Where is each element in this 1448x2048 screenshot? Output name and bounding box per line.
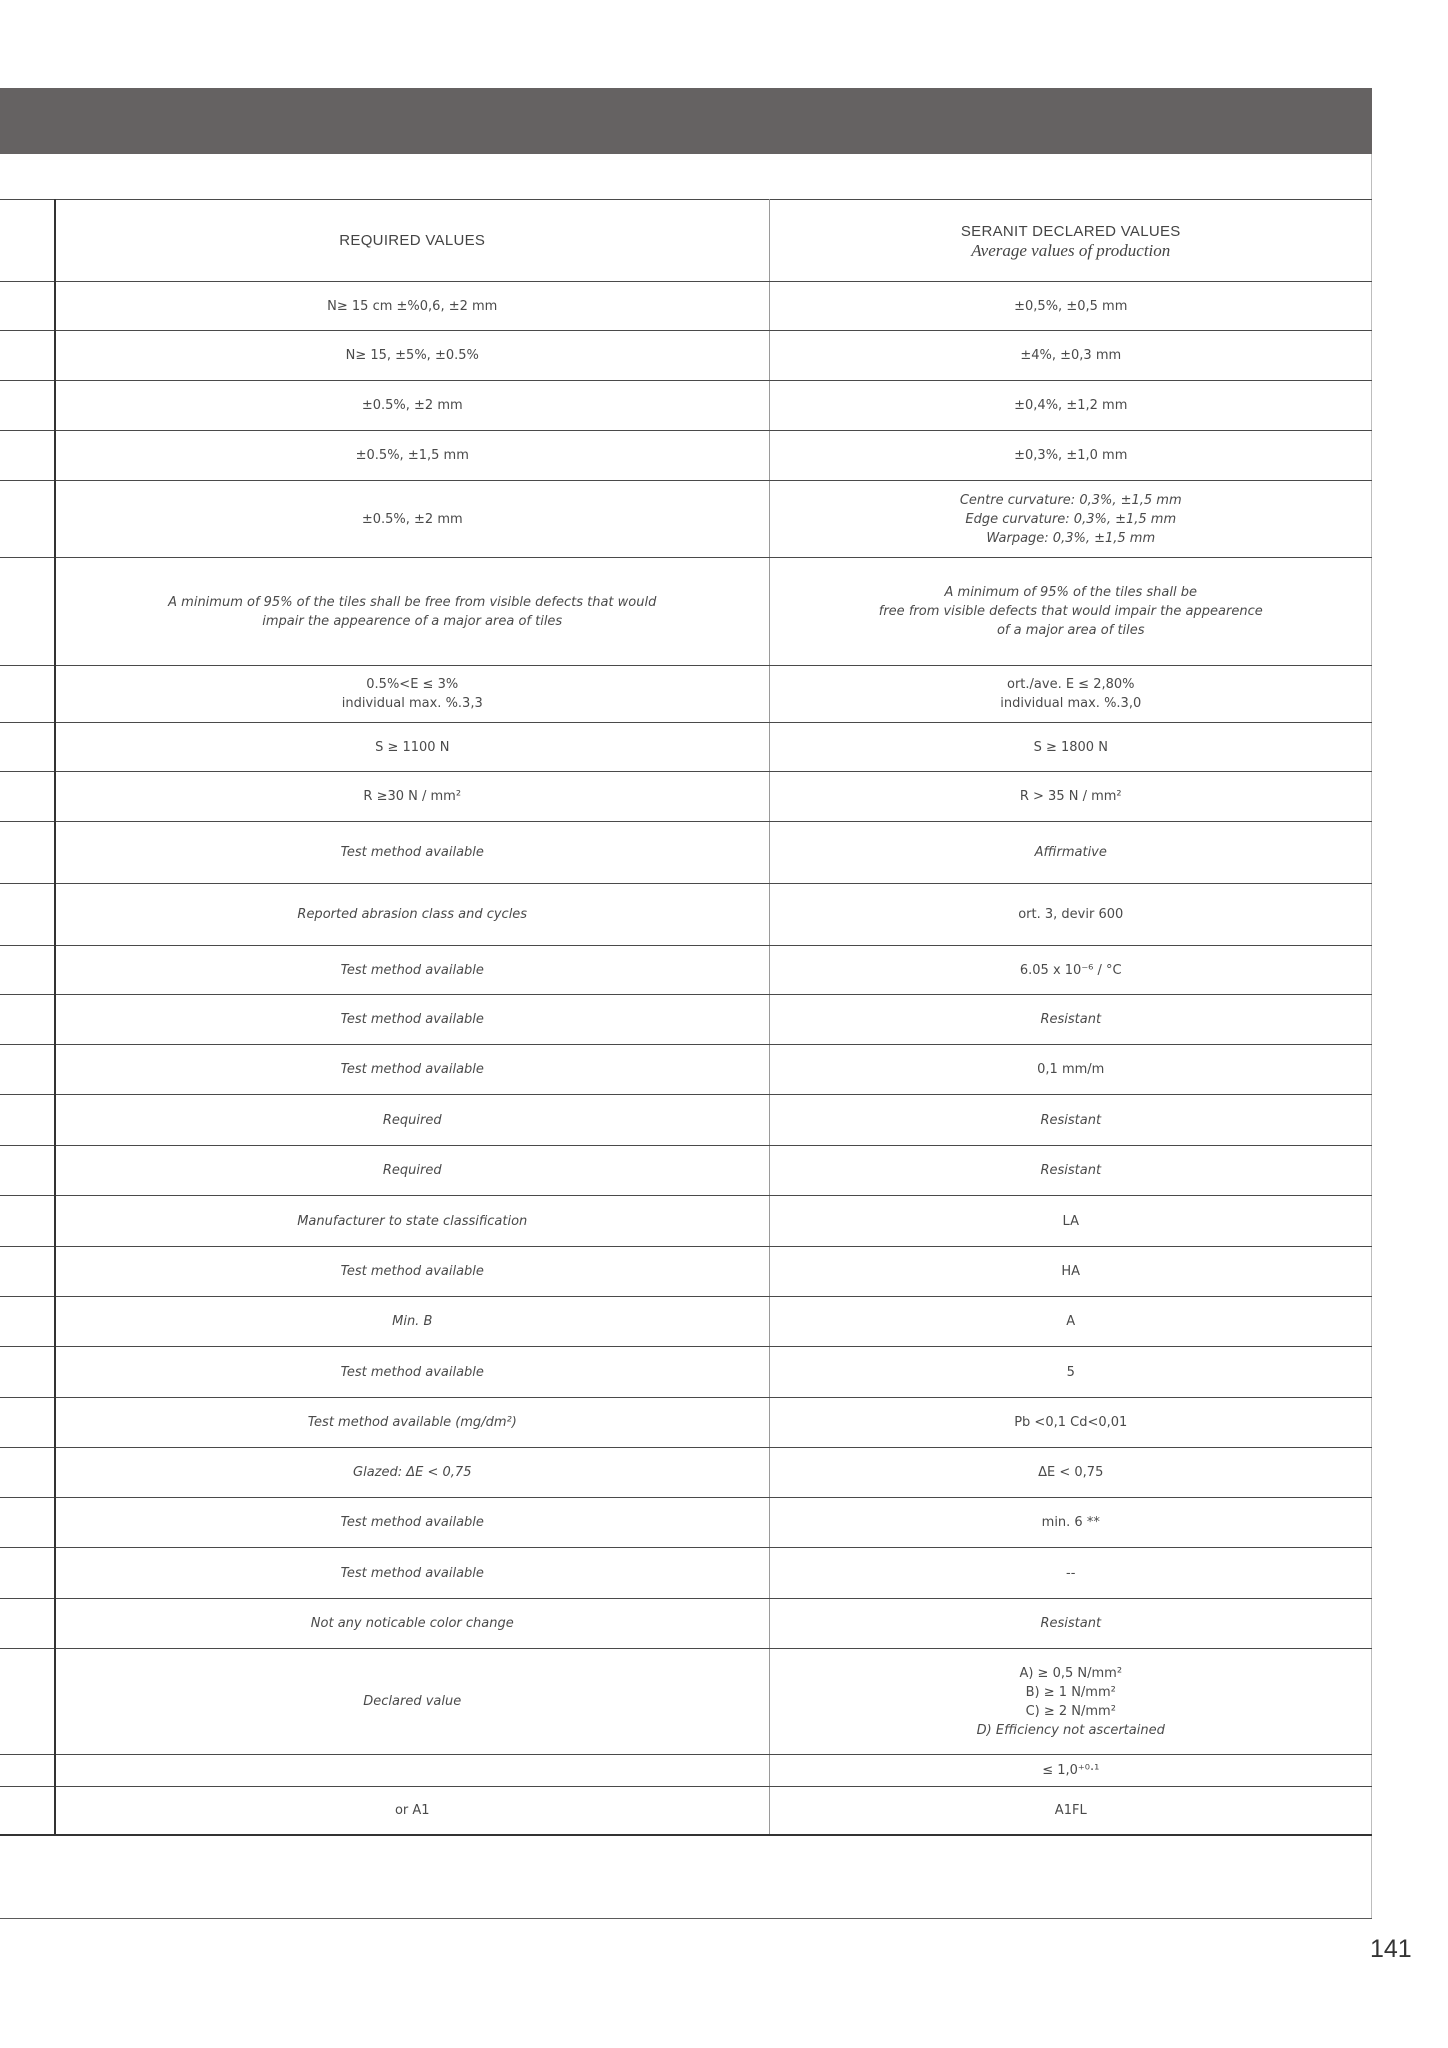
required-value-cell-line: Test method available: [340, 1364, 484, 1380]
table-row: [0, 1045, 1372, 1095]
declared-value-cell-line: --: [1066, 1565, 1076, 1581]
table-row: [0, 1146, 1372, 1196]
table-row: [0, 1448, 1372, 1498]
table-row: [0, 822, 1372, 884]
required-values-header: REQUIRED VALUES: [55, 200, 769, 282]
table-row: [0, 1196, 1372, 1247]
required-value-cell-line: R ≥30 N / mm²: [363, 789, 462, 804]
declared-value-cell-line: Resistant: [1040, 1163, 1102, 1178]
required-value-cell-line: ±0.5%, ±2 mm: [361, 511, 463, 527]
table-row: [0, 1787, 1372, 1835]
declared-value-cell: [769, 995, 1372, 1045]
required-value-cell: [55, 946, 769, 995]
property-cell: [0, 481, 55, 558]
property-cell: [0, 946, 55, 995]
declared-value-cell-line: D) Efficiency not ascertained: [976, 1722, 1165, 1738]
declared-values-header: [769, 200, 1372, 282]
required-value-cell: [55, 1347, 769, 1398]
required-value-cell-line: 0.5%<E ≤ 3%: [366, 677, 459, 692]
required-value-cell: [55, 1045, 769, 1095]
property-cell: [0, 995, 55, 1045]
table-row: [0, 1498, 1372, 1548]
declared-value-cell: [769, 1498, 1372, 1548]
declared-value-cell: [769, 1649, 1372, 1755]
declared-value-cell-line: free from visible defects that would impair the appearence: [878, 604, 1263, 619]
declared-value-cell-line: min. 6 **: [1041, 1515, 1100, 1530]
declared-value-cell-line: ±0,4%, ±1,2 mm: [1014, 398, 1128, 413]
table-row: [0, 431, 1372, 481]
required-value-cell-line: impair the appearence of a major area of tiles: [262, 613, 563, 629]
declared-value-cell-line: ±0,5%, ±0,5 mm: [1014, 298, 1128, 314]
required-value-cell: [55, 1548, 769, 1599]
declared-value-cell: [769, 666, 1372, 723]
required-value-cell: [55, 723, 769, 772]
declared-value-cell: [769, 1247, 1372, 1297]
declared-value-cell-line: ΔE < 0,75: [1038, 1465, 1104, 1480]
required-value-cell: [55, 481, 769, 558]
table-row: [0, 282, 1372, 331]
specifications-table: [0, 199, 1372, 1836]
declared-value-cell-line: R > 35 N / mm²: [1019, 789, 1122, 804]
required-value-cell-line: Glazed: ΔE < 0,75: [353, 1465, 472, 1480]
declared-value-cell: [769, 1448, 1372, 1498]
table-row: [0, 1548, 1372, 1599]
required-value-cell: [55, 1448, 769, 1498]
declared-value-cell-line: individual max. %.3,0: [1000, 696, 1142, 711]
property-column-header: [0, 200, 55, 282]
declared-value-cell-line: ≤ 1,0⁺⁰·¹: [1042, 1763, 1100, 1778]
required-value-cell-line: ±0.5%, ±2 mm: [361, 398, 463, 413]
table-row: [0, 1649, 1372, 1755]
required-value-cell-line: Declared value: [363, 1694, 462, 1709]
declared-value-cell: [769, 282, 1372, 331]
declared-value-cell-line: ±0,3%, ±1,0 mm: [1014, 448, 1128, 463]
required-value-cell-line: Test method available: [340, 845, 484, 860]
declared-value-cell-line: ort. 3, devir 600: [1018, 907, 1124, 922]
required-value-cell: [55, 995, 769, 1045]
declared-value-cell: [769, 431, 1372, 481]
declared-value-cell-line: of a major area of tiles: [996, 623, 1145, 638]
declared-value-cell-line: A) ≥ 0,5 N/mm²: [1019, 1665, 1123, 1681]
property-cell: [0, 1448, 55, 1498]
required-value-cell: [55, 1196, 769, 1247]
table-row: [0, 1755, 1372, 1787]
table-row: [0, 723, 1372, 772]
required-value-cell: [55, 431, 769, 481]
declared-value-cell-line: HA: [1061, 1264, 1081, 1279]
declared-value-cell-line: 0,1 mm/m: [1037, 1062, 1105, 1077]
declared-value-cell: [769, 331, 1372, 381]
declared-value-cell-line: 6.05 x 10⁻⁶ / °C: [1019, 962, 1122, 978]
required-value-cell-line: N≥ 15, ±5%, ±0.5%: [345, 348, 479, 363]
property-cell: [0, 1146, 55, 1196]
required-value-cell: [55, 772, 769, 822]
required-value-cell: [55, 1599, 769, 1649]
required-value-cell-line: Test method available: [340, 1565, 484, 1581]
required-value-cell: [55, 558, 769, 666]
declared-value-cell-line: Resistant: [1040, 1012, 1102, 1027]
property-cell: [0, 1649, 55, 1755]
declared-value-cell-line: 5: [1066, 1364, 1075, 1380]
required-value-cell: [55, 1297, 769, 1347]
required-value-cell-line: Required: [382, 1112, 442, 1128]
property-cell: [0, 1787, 55, 1835]
table-body: [0, 282, 1372, 1835]
property-cell: [0, 822, 55, 884]
property-cell: [0, 1548, 55, 1599]
property-cell: [0, 1045, 55, 1095]
declared-value-cell: [769, 723, 1372, 772]
required-value-cell: [55, 822, 769, 884]
property-cell: [0, 282, 55, 331]
property-cell: [0, 1755, 55, 1787]
property-cell: [0, 1498, 55, 1548]
declared-value-cell: [769, 1095, 1372, 1146]
required-value-cell-line: individual max. %.3,3: [341, 696, 483, 711]
required-value-cell: [55, 884, 769, 946]
table-row: [0, 331, 1372, 381]
declared-value-cell-line: Resistant: [1040, 1616, 1102, 1631]
required-value-cell: [55, 331, 769, 381]
table-row: [0, 1297, 1372, 1347]
required-value-cell-line: Required: [382, 1163, 442, 1178]
property-cell: [0, 1297, 55, 1347]
table-row: [0, 481, 1372, 558]
declared-value-cell-line: Resistant: [1040, 1112, 1102, 1128]
required-value-cell-line: Not any noticable color change: [310, 1616, 514, 1631]
required-value-cell: [55, 1498, 769, 1548]
declared-value-cell-line: ±4%, ±0,3 mm: [1020, 348, 1122, 363]
declared-value-cell-line: Edge curvature: 0,3%, ±1,5 mm: [965, 511, 1177, 527]
declared-value-cell-line: C) ≥ 2 N/mm²: [1025, 1703, 1116, 1719]
property-cell: [0, 1196, 55, 1247]
declared-value-cell: [769, 822, 1372, 884]
declared-value-cell: [769, 1599, 1372, 1649]
required-value-cell: [55, 666, 769, 723]
table-row: [0, 1095, 1372, 1146]
declared-value-cell: [769, 558, 1372, 666]
declared-value-cell: [769, 1196, 1372, 1247]
table-row: [0, 558, 1372, 666]
required-value-cell-line: Test method available: [340, 1062, 484, 1077]
declared-value-cell-line: Pb <0,1 Cd<0,01: [1014, 1415, 1128, 1430]
required-value-cell: [55, 1649, 769, 1755]
property-cell: [0, 884, 55, 946]
declared-value-cell: [769, 1045, 1372, 1095]
table-row: [0, 666, 1372, 723]
declared-value-cell-line: A: [1066, 1314, 1076, 1329]
declared-value-cell: [769, 884, 1372, 946]
declared-value-cell: [769, 1347, 1372, 1398]
required-value-cell-line: Test method available: [340, 1264, 484, 1279]
declared-value-cell-line: Affirmative: [1034, 845, 1107, 860]
declared-value-cell-line: A1FL: [1054, 1802, 1087, 1818]
required-value-cell-line: or A1: [394, 1802, 430, 1818]
declared-value-cell: [769, 1146, 1372, 1196]
declared-value-cell: [769, 772, 1372, 822]
property-cell: [0, 1347, 55, 1398]
declared-value-cell: [769, 1398, 1372, 1448]
table-row: [0, 772, 1372, 822]
declared-value-cell: [769, 481, 1372, 558]
table-row: [0, 381, 1372, 431]
required-value-cell-line: Min. B: [392, 1314, 433, 1329]
declared-value-cell-line: B) ≥ 1 N/mm²: [1025, 1684, 1116, 1700]
required-value-cell-line: N≥ 15 cm ±%0,6, ±2 mm: [327, 298, 498, 314]
declared-value-cell-line: ort./ave. E ≤ 2,80%: [1007, 677, 1135, 692]
property-cell: [0, 1095, 55, 1146]
table-row: [0, 1398, 1372, 1448]
declared-value-cell: [769, 1755, 1372, 1787]
declared-values-title: SERANIT DECLARED VALUES: [960, 222, 1181, 240]
required-value-cell-line: Manufacturer to state classification: [297, 1213, 528, 1229]
required-value-cell-line: A minimum of 95% of the tiles shall be free from visible defects that would: [168, 594, 657, 610]
property-cell: [0, 723, 55, 772]
table-row: [0, 1347, 1372, 1398]
page-bottom-line: [0, 1918, 1372, 1919]
property-cell: [0, 1247, 55, 1297]
page-number: 141: [1370, 1935, 1412, 1963]
required-value-cell: [55, 1095, 769, 1146]
property-cell: [0, 666, 55, 723]
required-value-cell: [55, 1146, 769, 1196]
required-value-cell-line: S ≥ 1100 N: [375, 739, 450, 755]
property-cell: [0, 1599, 55, 1649]
declared-value-cell: [769, 1297, 1372, 1347]
required-value-cell: [55, 1787, 769, 1835]
declared-value-cell-line: LA: [1062, 1213, 1079, 1229]
required-value-cell: [55, 1755, 769, 1787]
declared-value-cell-line: A minimum of 95% of the tiles shall be: [944, 585, 1197, 600]
declared-values-subtitle: Average values of production: [971, 240, 1171, 260]
required-value-cell-line: Test method available (mg/dm²): [307, 1415, 517, 1430]
table-row: [0, 1247, 1372, 1297]
required-value-cell-line: Test method available: [340, 1515, 484, 1530]
required-value-cell: [55, 1247, 769, 1297]
table-row: [0, 1599, 1372, 1649]
property-cell: [0, 772, 55, 822]
required-value-cell-line: Reported abrasion class and cycles: [297, 907, 528, 922]
declared-value-cell-line: Centre curvature: 0,3%, ±1,5 mm: [959, 492, 1182, 508]
table-row: [0, 884, 1372, 946]
property-cell: [0, 558, 55, 666]
required-value-cell: [55, 282, 769, 331]
declared-value-cell-line: Warpage: 0,3%, ±1,5 mm: [986, 530, 1156, 546]
required-value-cell-line: ±0.5%, ±1,5 mm: [355, 448, 469, 463]
declared-value-cell: [769, 946, 1372, 995]
table-row: [0, 995, 1372, 1045]
declared-value-cell: [769, 1787, 1372, 1835]
property-cell: [0, 431, 55, 481]
required-value-cell-line: Test method available: [340, 1012, 484, 1027]
required-value-cell-line: Test method available: [340, 962, 484, 978]
required-value-cell: [55, 381, 769, 431]
declared-value-cell: [769, 1548, 1372, 1599]
declared-value-cell-line: S ≥ 1800 N: [1033, 739, 1108, 755]
declared-value-cell: [769, 381, 1372, 431]
property-cell: [0, 381, 55, 431]
property-cell: [0, 1398, 55, 1448]
property-cell: [0, 331, 55, 381]
header-bar: [0, 88, 1372, 154]
required-value-cell: [55, 1398, 769, 1448]
table-header-row: [0, 200, 1372, 282]
table-row: [0, 946, 1372, 995]
